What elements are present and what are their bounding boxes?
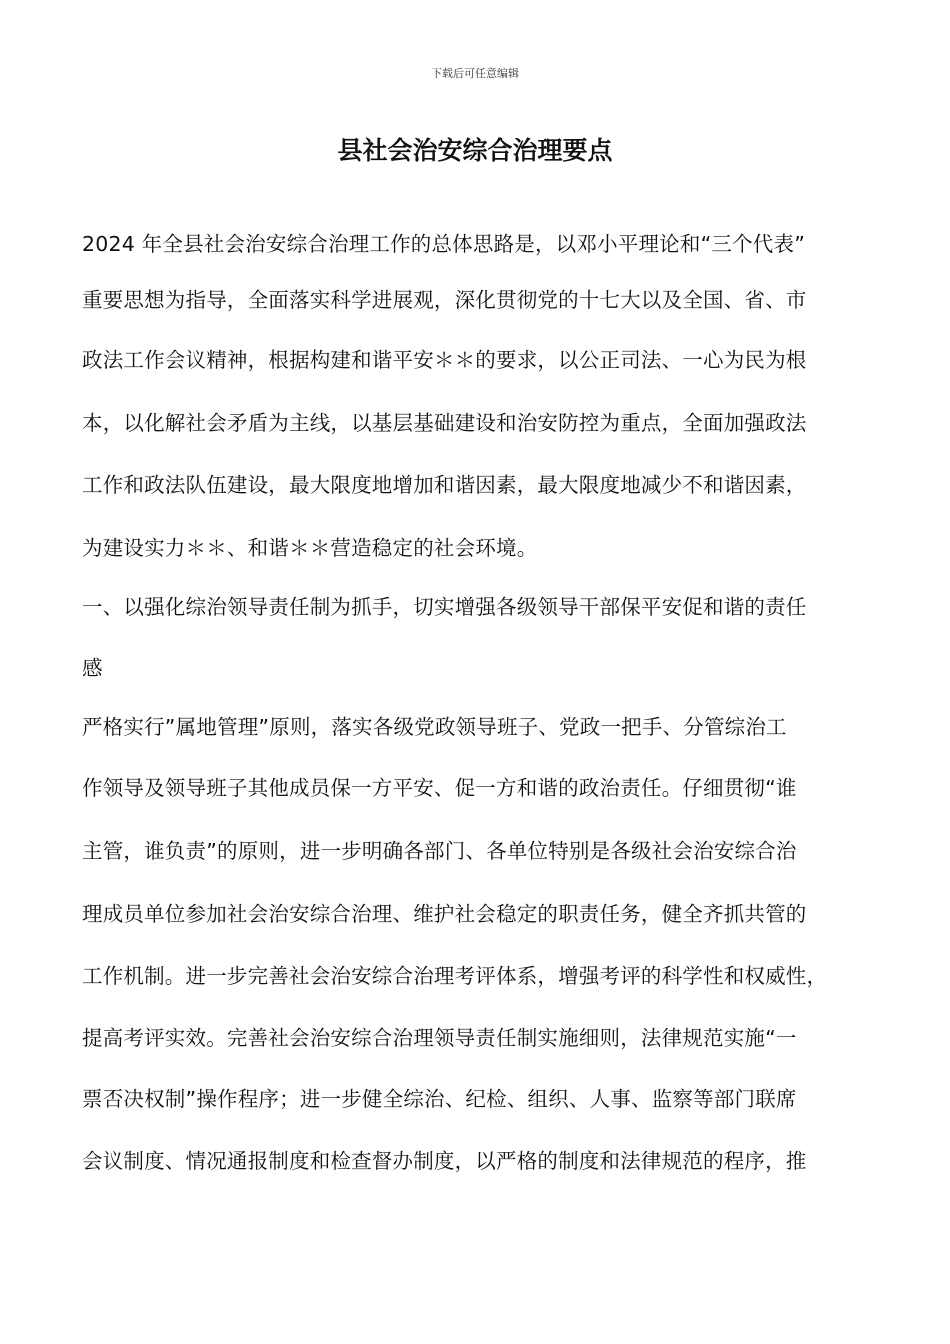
body-line: 工作机制。进一步完善社会治安综合治理考评体系，增强考评的科学性和权威性，	[82, 964, 828, 988]
body-line: 为建设实力＊＊、和谐＊＊营造稳定的社会环境。	[82, 536, 538, 560]
body-line: 提高考评实效。完善社会治安综合治理领导责任制实施细则，法律规范实施“一	[82, 1026, 797, 1050]
body-line: 严格实行”属地管理”原则，落实各级党政领导班子、党政一把手、分管综治工	[82, 715, 787, 739]
body-line: 重要思想为指导，全面落实科学进展观，深化贯彻党的十七大以及全国、省、市	[82, 288, 807, 312]
section-heading: 感	[82, 656, 103, 680]
body-line: 会议制度、情况通报制度和检查督办制度，以严格的制度和法律规范的程序，推	[82, 1149, 807, 1173]
body-line: 理成员单位参加社会治安综合治理、维护社会稳定的职责任务，健全齐抓共管的	[82, 902, 807, 926]
section-heading: 一、以强化综治领导责任制为抓手，切实增强各级领导干部保平安促和谐的责任	[82, 595, 807, 619]
body-line: 主管，谁负责”的原则，进一步明确各部门、各单位特别是各级社会治安综合治	[82, 839, 797, 863]
body-line: 工作和政法队伍建设，最大限度地增加和谐因素，最大限度地减少不和谐因素，	[82, 473, 807, 497]
body-line: 2024 年全县社会治安综合治理工作的总体思路是，以邓小平理论和“三个代表”	[82, 232, 806, 256]
body-line: 本，以化解社会矛盾为主线，以基层基础建设和治安防控为重点，全面加强政法	[82, 411, 807, 435]
download-note: 下载后可任意编辑	[431, 67, 519, 80]
body-line: 政法工作会议精神，根据构建和谐平安＊＊的要求，以公正司法、一心为民为根	[82, 348, 807, 372]
body-line: 票否决权制”操作程序；进一步健全综治、纪检、组织、人事、监察等部门联席	[82, 1087, 797, 1111]
document-title: 县社会治安综合治理要点	[337, 136, 613, 165]
body-line: 作领导及领导班子其他成员保一方平安、促一方和谐的政治责任。仔细贯彻“谁	[82, 776, 797, 800]
